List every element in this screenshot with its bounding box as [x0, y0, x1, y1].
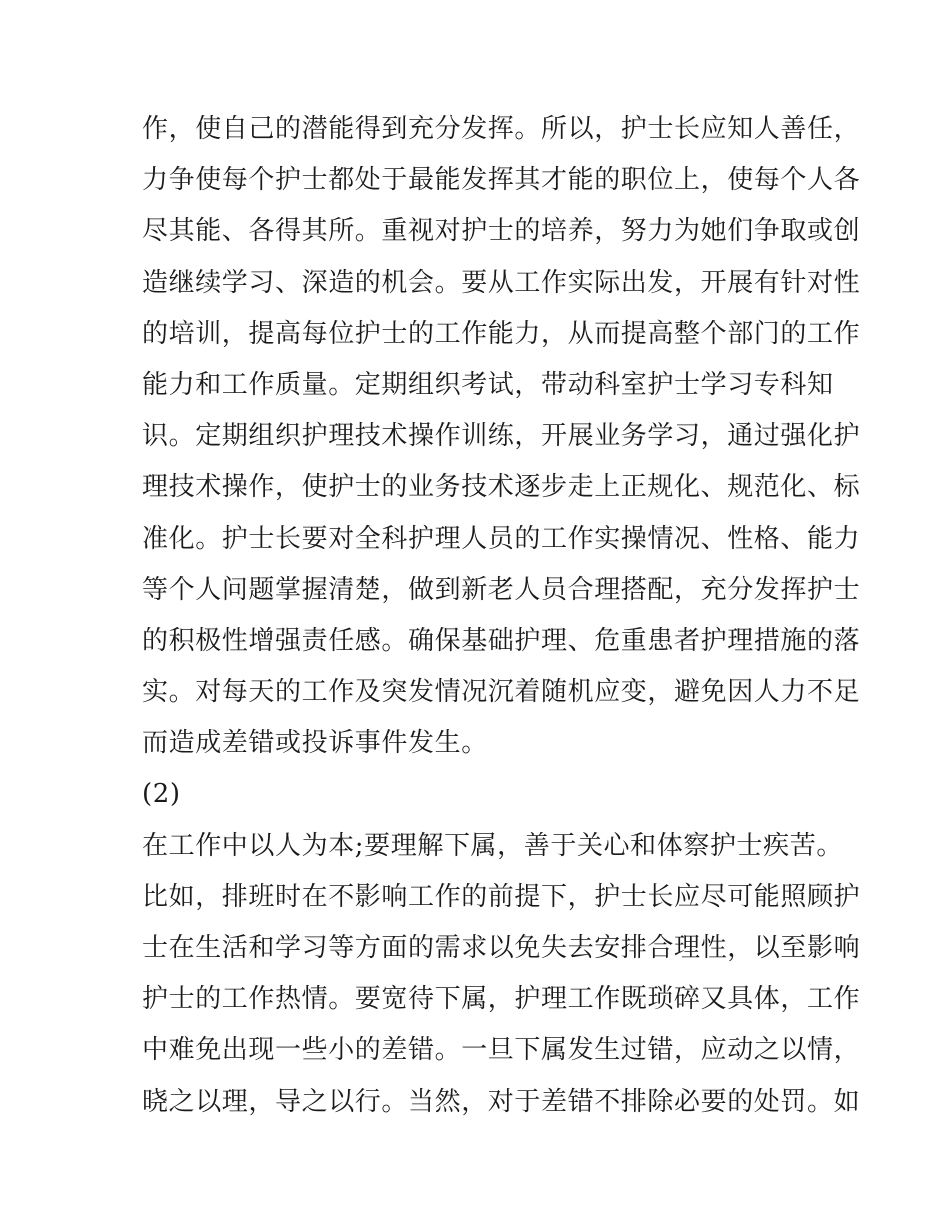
text-line: 士在生活和学习等方面的需求以免失去安排合理性，以至影响 [142, 933, 861, 963]
text-line: 造继续学习、深造的机会。要从工作实际出发，开展有针对性 [142, 267, 861, 298]
section-number: (2) [142, 779, 181, 810]
text-line: 作，使自己的潜能得到充分发挥。所以，护士长应知人善任， [142, 114, 861, 144]
text-line: 准化。护士长要对全科护理人员的工作实操情况、性格、能力 [142, 523, 861, 554]
text-line: 比如，排班时在不影响工作的前提下，护士长应尽可能照顾护 [142, 881, 861, 912]
text-line: 晓之以理，导之以行。当然，对于差错不排除必要的处罚。如 [142, 1086, 861, 1117]
text-line: 理技术操作，使护士的业务技术逐步走上正规化、规范化、标 [142, 472, 861, 503]
text-line: 能力和工作质量。定期组织考试，带动科室护士学习专科知 [142, 369, 834, 400]
text-line: 等个人问题掌握清楚，做到新老人员合理搭配，充分发挥护士 [142, 574, 861, 605]
text-line: 尽其能、各得其所。重视对护士的培养，努力为她们争取或创 [142, 216, 861, 247]
text-line: 的培训，提高每位护士的工作能力，从而提高整个部门的工作 [142, 318, 861, 349]
text-line: 实。对每天的工作及突发情况沉着随机应变，避免因人力不足 [142, 677, 861, 708]
text-line: 力争使每个护士都处于最能发挥其才能的职位上，使每个人各 [142, 165, 861, 196]
text-line: 中难免出现一些小的差错。一旦下属发生过错，应动之以情， [142, 1035, 861, 1066]
text-line: 护士的工作热情。要宽待下属，护理工作既琐碎又具体，工作 [142, 984, 861, 1015]
body-text [142, 104, 861, 1128]
text-line: 在工作中以人为本;要理解下属，善于关心和体察护士疾苦。 [142, 830, 843, 861]
text-line: 识。定期组织护理技术操作训练，开展业务学习，通过强化护 [142, 421, 861, 452]
text-line: 的积极性增强责任感。确保基础护理、危重患者护理措施的落 [142, 625, 861, 656]
text-line: 而造成差错或投诉事件发生。 [142, 728, 488, 759]
